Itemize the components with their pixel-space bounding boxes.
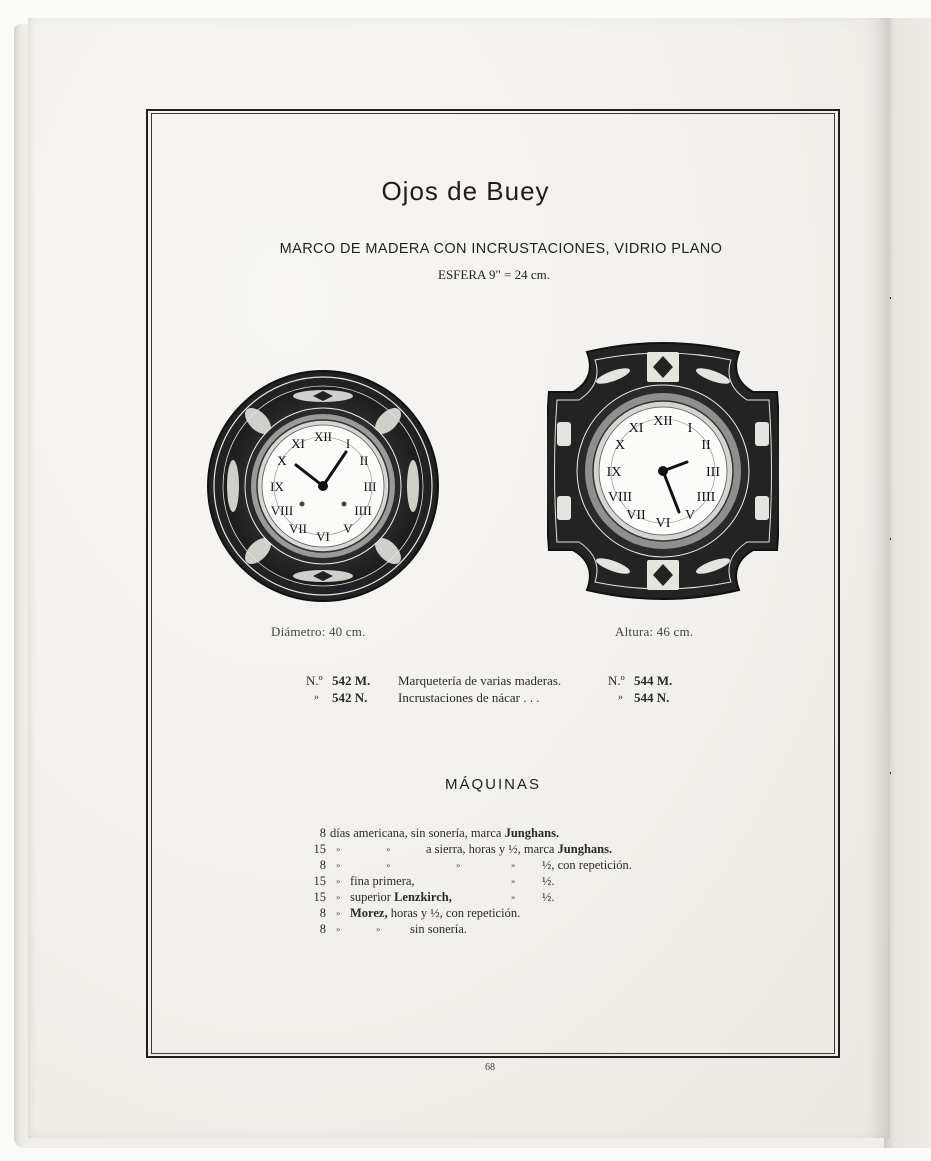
machine-text: ½. bbox=[542, 890, 555, 904]
ditto-mark: » bbox=[511, 892, 516, 902]
svg-text:XII: XII bbox=[313, 429, 333, 444]
round-clock-illustration bbox=[206, 369, 440, 603]
machine-text: fina primera, bbox=[350, 874, 415, 888]
machine-text: superior bbox=[350, 890, 391, 904]
model-code: 544 M. bbox=[634, 673, 673, 688]
machine-days: 15 bbox=[313, 842, 326, 856]
model-code: 542 M. bbox=[332, 673, 371, 688]
svg-text:I: I bbox=[687, 421, 693, 436]
svg-text:III: III bbox=[706, 465, 720, 480]
machine-text: ½, con repetición. bbox=[542, 858, 632, 872]
shaped-clock-height: Altura: 46 cm. bbox=[615, 624, 694, 639]
machine-text: ½. bbox=[542, 874, 555, 888]
svg-text:II: II bbox=[359, 453, 369, 468]
page-number: 68 bbox=[485, 1062, 495, 1073]
ditto-mark: » bbox=[336, 860, 341, 870]
model-prefix: N.º bbox=[306, 673, 323, 688]
ditto-mark: » bbox=[376, 924, 381, 934]
machines-heading: MÁQUINAS bbox=[444, 776, 541, 793]
machine-days: 8 bbox=[319, 858, 326, 872]
svg-text:VII: VII bbox=[288, 521, 308, 536]
svg-text:IX: IX bbox=[606, 465, 622, 480]
machine-text: días americana, sin sonería, marca bbox=[330, 826, 502, 840]
ditto-mark: » bbox=[511, 876, 516, 886]
svg-text:VI: VI bbox=[316, 529, 330, 544]
page-subtitle: MARCO DE MADERA CON INCRUSTACIONES, VIDRIO PLANO bbox=[279, 241, 723, 257]
model-code: 544 N. bbox=[634, 690, 670, 705]
ditto-mark: » bbox=[336, 892, 341, 902]
machine-days: 8 bbox=[319, 906, 326, 920]
dial-size: ESFERA 9" = 24 cm. bbox=[438, 267, 550, 282]
svg-text:V: V bbox=[343, 521, 353, 536]
ditto-mark: » bbox=[511, 860, 516, 870]
ditto-mark: » bbox=[456, 860, 461, 870]
machine-text: sin sonería. bbox=[410, 922, 467, 936]
ditto-mark: » bbox=[336, 924, 341, 934]
svg-text:IX: IX bbox=[270, 479, 284, 494]
machine-brand: Morez, bbox=[350, 906, 388, 920]
machine-days: 15 bbox=[313, 890, 326, 904]
ditto-mark: » bbox=[336, 876, 341, 886]
svg-text:III: III bbox=[363, 479, 377, 494]
machine-days: 8 bbox=[319, 826, 326, 840]
svg-text:VII: VII bbox=[626, 508, 646, 523]
svg-text:IIII: IIII bbox=[696, 490, 716, 505]
machine-text: a sierra, horas y ½, marca bbox=[426, 842, 555, 856]
svg-text:IIII: IIII bbox=[354, 503, 372, 518]
model-code: 542 N. bbox=[332, 690, 368, 705]
page-title: Ojos de Buey bbox=[381, 176, 550, 206]
svg-text:I: I bbox=[345, 436, 351, 451]
svg-text:XI: XI bbox=[291, 436, 305, 451]
model-description: Incrustaciones de nácar . . . bbox=[398, 690, 540, 705]
model-description: Marquetería de varias maderas. bbox=[398, 673, 562, 688]
ditto-mark: » bbox=[386, 844, 391, 854]
svg-text:VIII: VIII bbox=[607, 490, 633, 505]
machine-days: 8 bbox=[319, 922, 326, 936]
svg-text:XI: XI bbox=[628, 421, 644, 436]
machine-text: horas y ½, con repetición. bbox=[390, 906, 521, 920]
shaped-clock-illustration bbox=[547, 338, 779, 604]
machine-brand: Junghans. bbox=[557, 842, 613, 856]
model-prefix: N.º bbox=[608, 673, 625, 688]
ditto-mark: » bbox=[336, 844, 341, 854]
model-prefix: » bbox=[314, 692, 319, 703]
svg-text:VIII: VIII bbox=[270, 503, 294, 518]
ditto-mark: » bbox=[386, 860, 391, 870]
svg-text:VI: VI bbox=[655, 516, 671, 531]
svg-text:X: X bbox=[614, 438, 626, 453]
svg-text:X: X bbox=[277, 453, 287, 468]
svg-text:V: V bbox=[684, 508, 696, 523]
svg-text:II: II bbox=[701, 438, 711, 453]
round-clock-diameter: Diámetro: 40 cm. bbox=[271, 624, 366, 639]
svg-text:XII: XII bbox=[653, 414, 673, 429]
ditto-mark: » bbox=[336, 908, 341, 918]
machine-brand: Lenzkirch, bbox=[394, 890, 452, 904]
machine-days: 15 bbox=[313, 874, 326, 888]
model-prefix: » bbox=[618, 692, 623, 703]
machine-brand: Junghans. bbox=[504, 826, 560, 840]
